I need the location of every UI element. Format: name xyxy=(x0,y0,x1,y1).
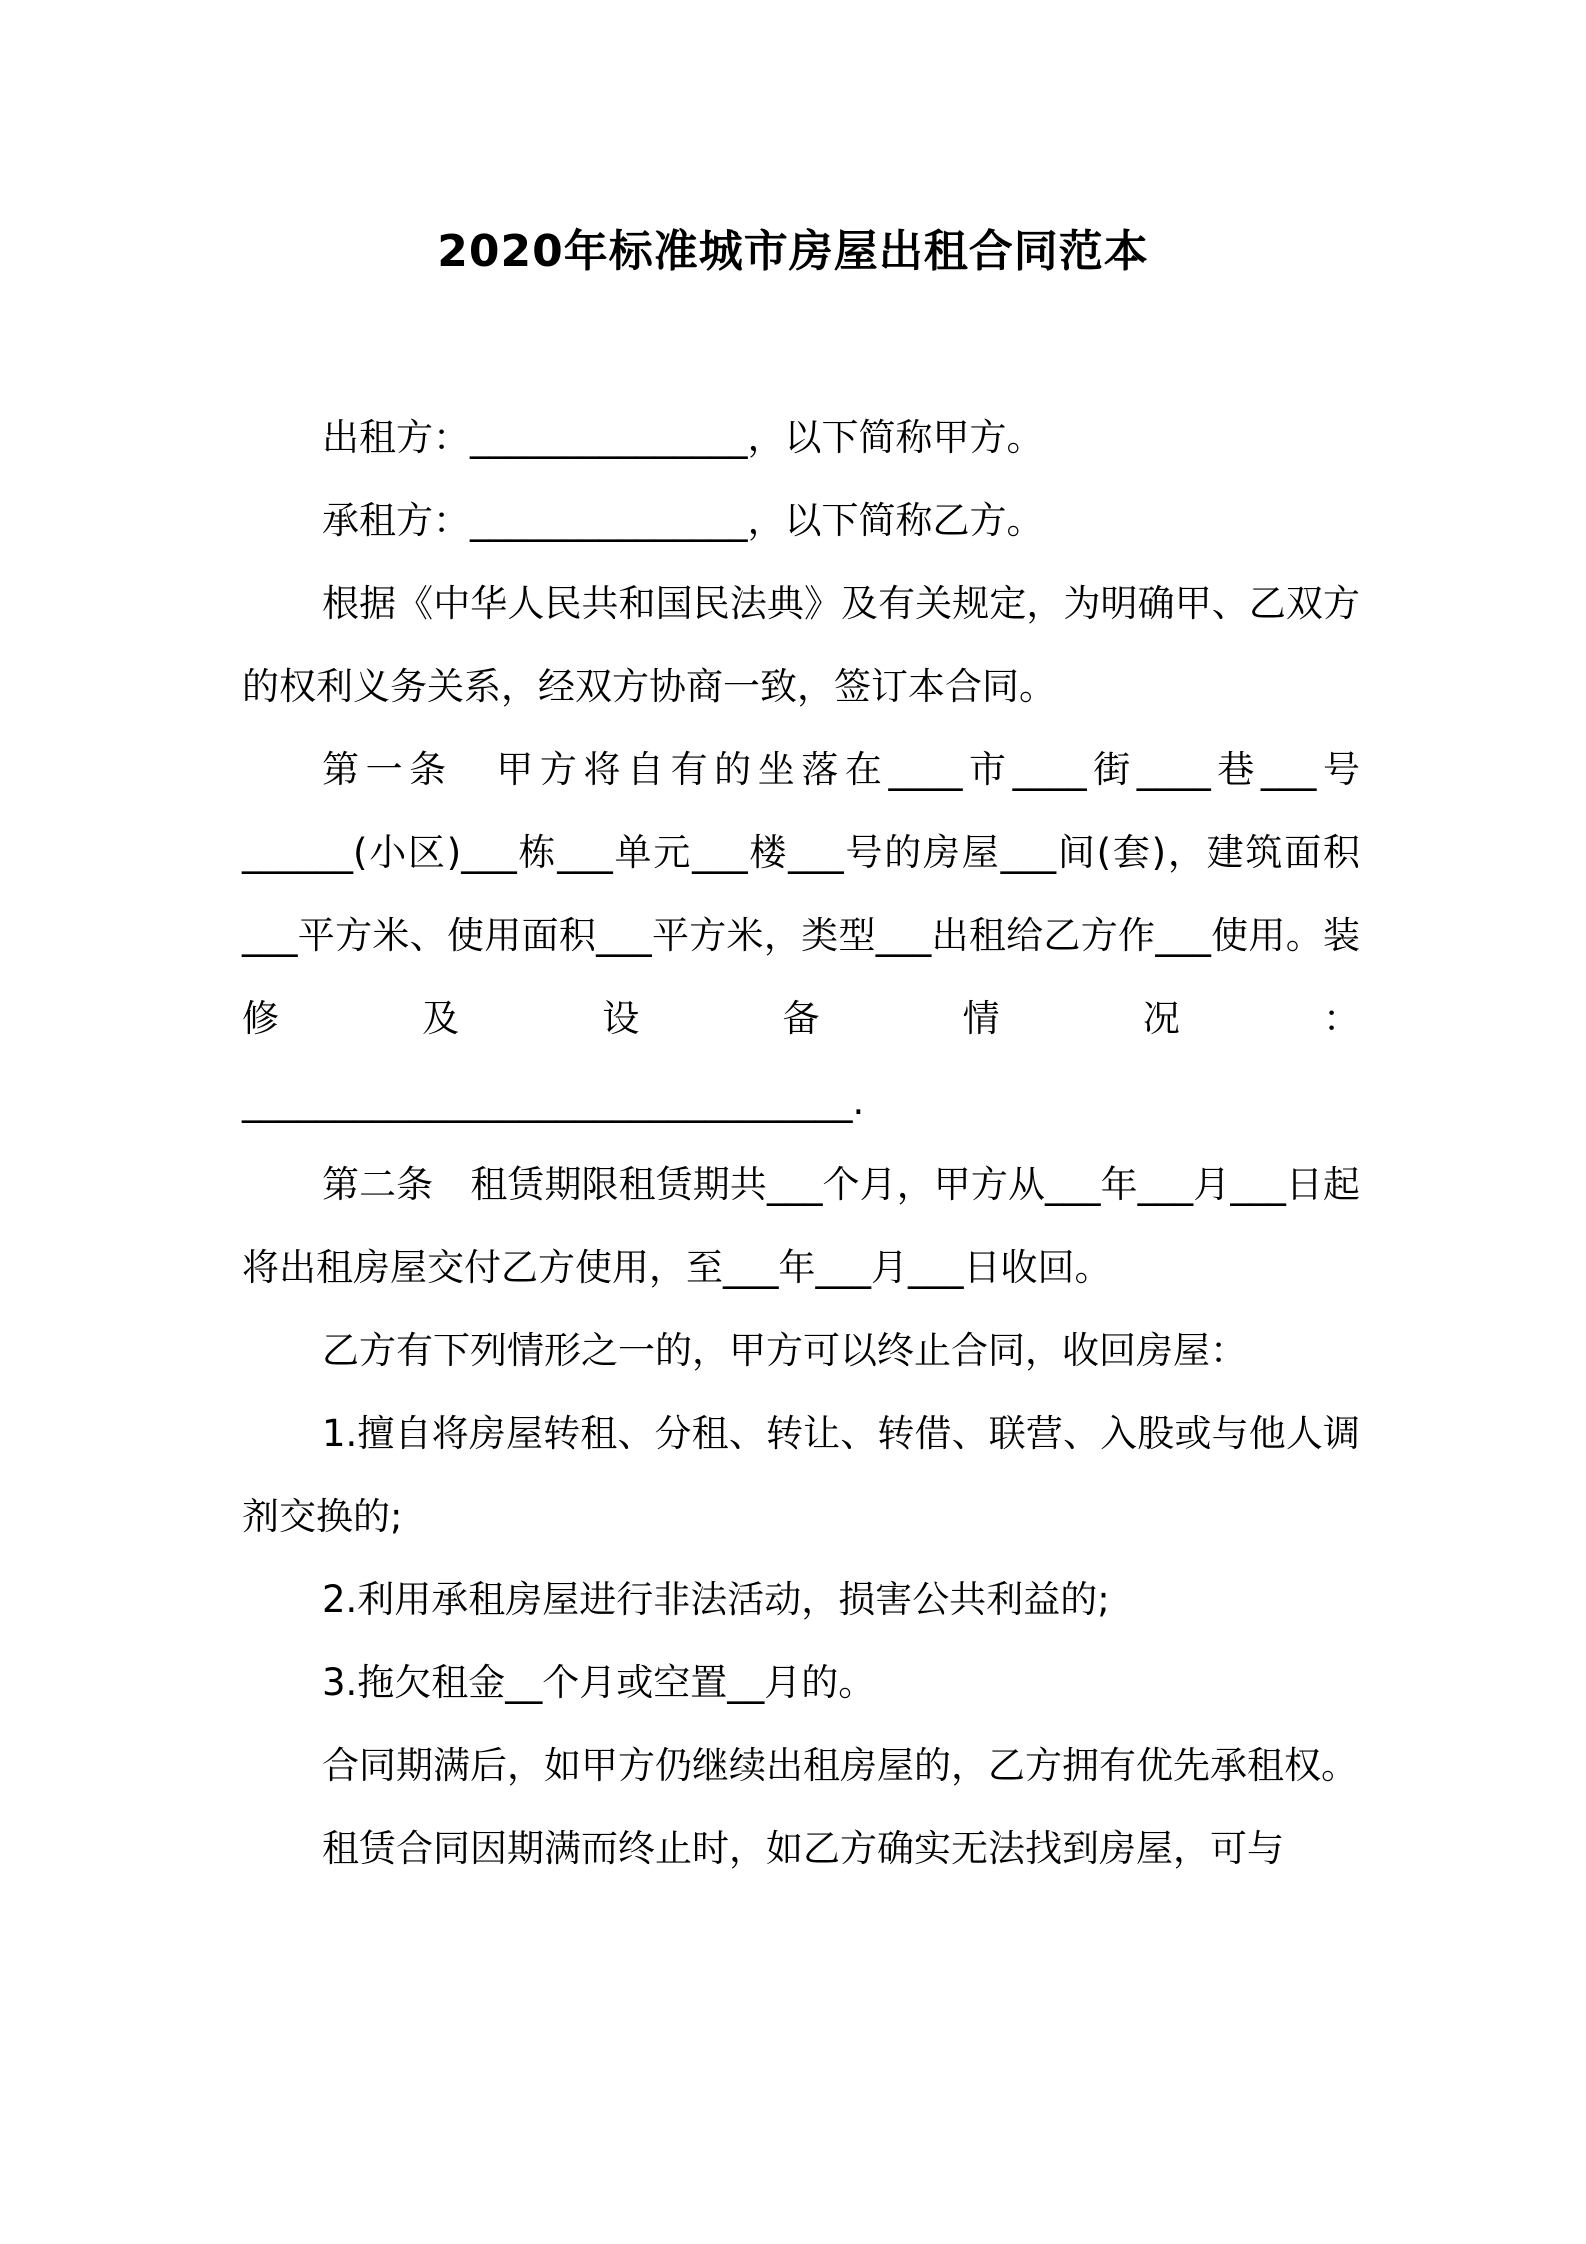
paragraph-termination-intro: 乙方有下列情形之一的，甲方可以终止合同，收回房屋： xyxy=(322,1329,1247,1372)
document-body xyxy=(242,396,1360,1890)
paragraph-expiry: 租赁合同因期满而终止时，如乙方确实无法找到房屋，可与 xyxy=(322,1827,1284,1870)
paragraph-lessor: 出租方：_______________，以下简称甲方。 xyxy=(322,416,1044,459)
paragraph-lessee: 承租方：_______________，以下简称乙方。 xyxy=(322,499,1044,542)
paragraph-preamble: 根据《中华人民共和国民法典》及有关规定，为明确甲、乙双方的权利义务关系，经双方协商一致，签订本合同。 xyxy=(242,582,1360,708)
paragraph-termination-item-2: 2.利用承租房屋进行非法活动，损害公共利益的; xyxy=(322,1578,1110,1621)
paragraph-termination-item-1: 1.擅自将房屋转租、分租、转让、转借、联营、入股或与他人调剂交换的; xyxy=(242,1412,1360,1538)
document-title: 2020年标准城市房屋出租合同范本 xyxy=(437,226,1149,277)
paragraph-article-2: 第二条 租赁期限租赁期共___个月，甲方从___年___月___日起将出租房屋交付乙方使用，至___年___月___日收回。 xyxy=(242,1163,1360,1289)
paragraph-renewal-priority: 合同期满后，如甲方仍继续出租房屋的，乙方拥有优先承租权。 xyxy=(322,1744,1358,1787)
paragraph-equipment-blank: _________________________________. xyxy=(242,1080,865,1123)
paragraph-article-1: 第一条 甲方将自有的坐落在____市____街____巷___号______(小区)___栋___单元___楼___号的房屋___间(套)，建筑面积___平方米、使用面积___平方米，类型___出租给乙方作___使用。装修及设备情况： xyxy=(242,748,1360,1040)
paragraph-termination-item-3: 3.拖欠租金__个月或空置__月的。 xyxy=(322,1661,876,1704)
